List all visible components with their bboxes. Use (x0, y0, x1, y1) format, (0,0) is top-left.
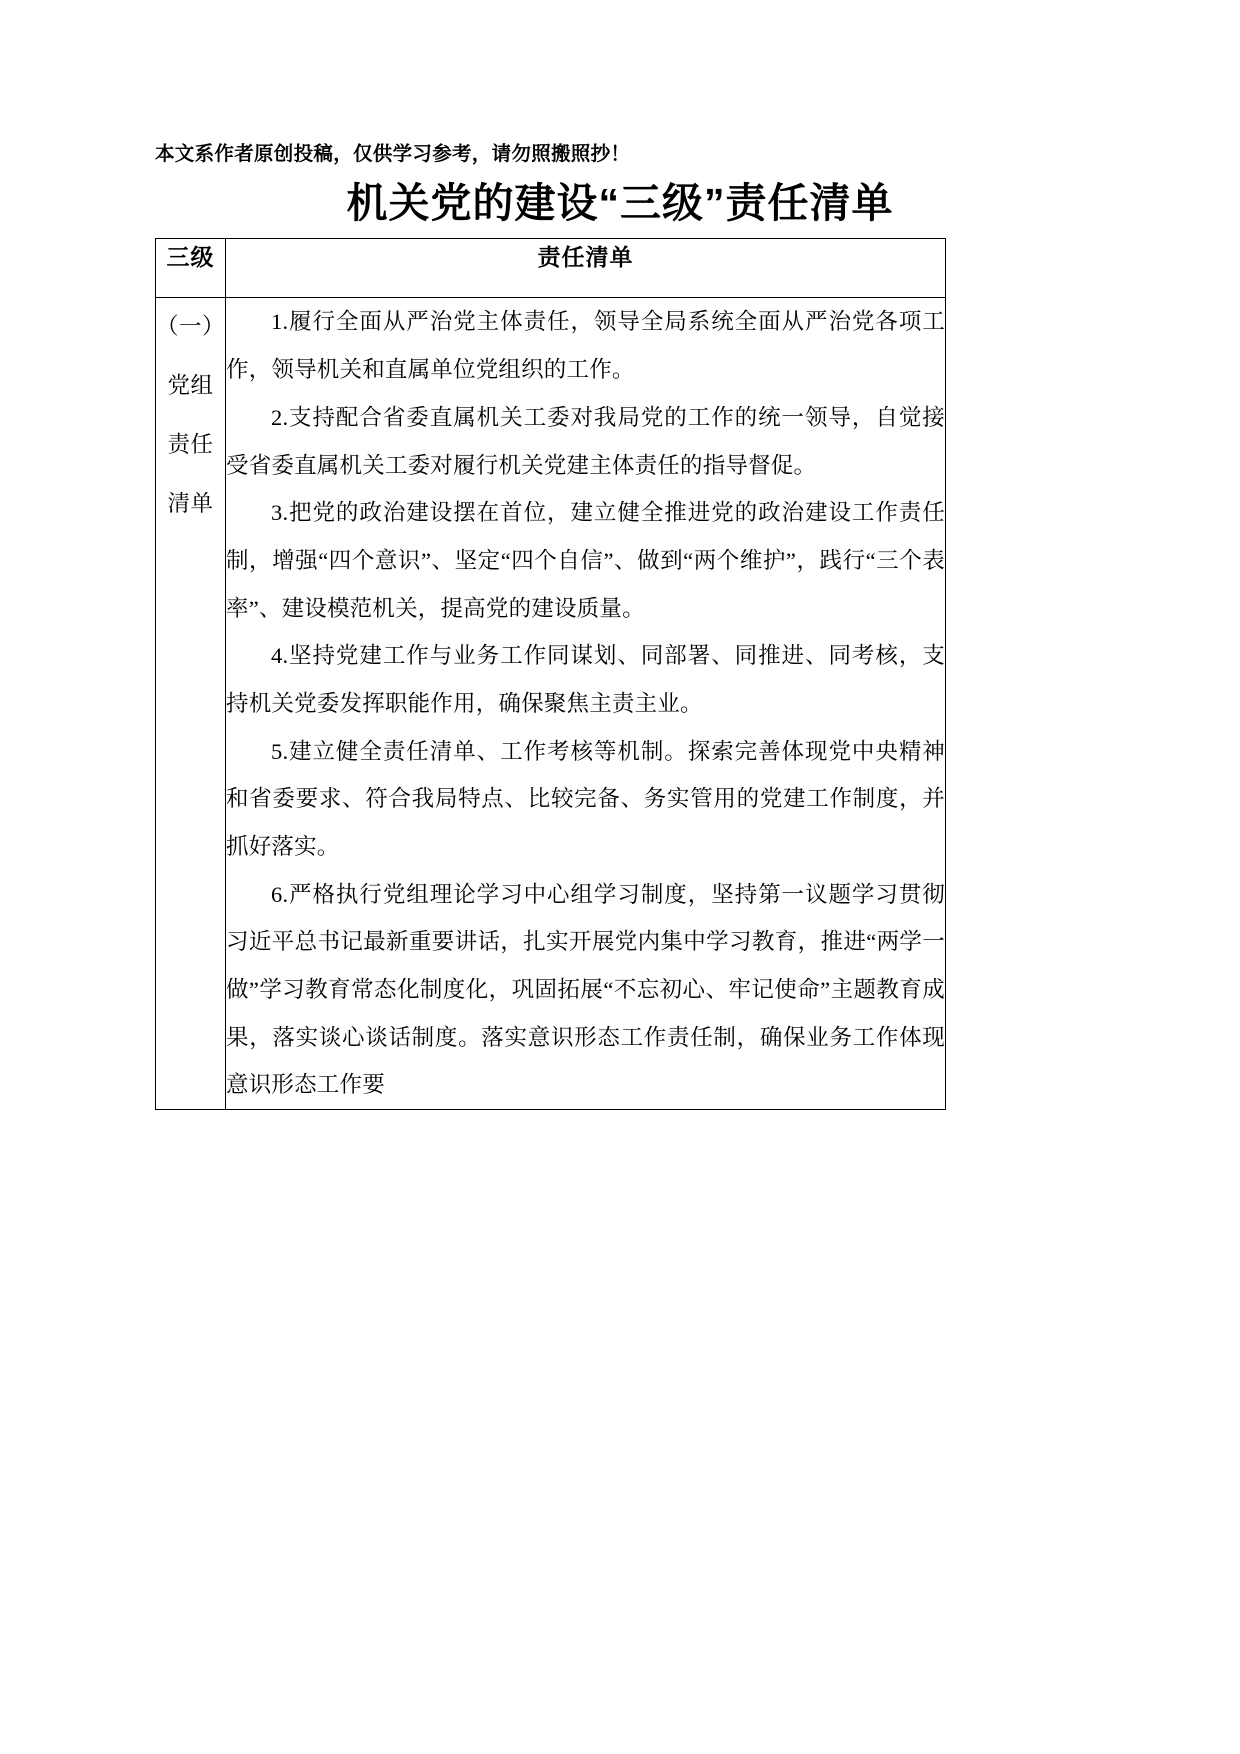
responsibility-item-5: 5.建立健全责任清单、工作考核等机制。探索完善体现党中央精神和省委要求、符合我局特点、比较完备、务实管用的党建工作制度，并抓好落实。 (226, 738, 945, 859)
table-row (156, 298, 946, 1110)
category-label-line-1: （一） (156, 314, 226, 340)
page-title: 机关党的建设“三级”责任清单 (346, 180, 894, 227)
column-header-level: 三级 (156, 239, 226, 298)
category-label-line-3: 责任 (167, 432, 214, 458)
responsibility-item-6: 6.严格执行党组理论学习中心组学习制度，坚持第一议题学习贯彻习近平总书记最新重要讲话，扎实开展党内集中学习教育，推进“两学一做”学习教育常态化制度化，巩固拓展“不忘初心、牢记使命”主题教育成果，落实谈心谈话制度。落实意识形态工作责任制，确保业务工作体现意识形态工作要 (226, 881, 945, 1098)
copyright-notice: 本文系作者原创投稿，仅供学习参考，请勿照搬照抄！ (155, 143, 631, 165)
responsibility-items-cell (226, 298, 946, 1110)
category-label-line-4: 清单 (167, 491, 214, 517)
category-label-line-2: 党组 (167, 373, 214, 399)
table-header-row (156, 239, 946, 298)
responsibility-item-4: 4.坚持党建工作与业务工作同谋划、同部署、同推进、同考核，支持机关党委发挥职能作用，确保聚焦主责主业。 (226, 643, 945, 716)
category-cell (156, 298, 226, 1110)
table-body (156, 298, 946, 1110)
responsibility-item-2: 2.支持配合省委直属机关工委对我局党的工作的统一领导，自觉接受省委直属机关工委对履行机关党建主体责任的指导督促。 (226, 404, 945, 478)
category-label-stack (156, 298, 225, 534)
column-header-responsibility-list: 责任清单 (226, 239, 946, 298)
table-header (156, 239, 946, 298)
responsibility-item-1: 1.履行全面从严治党主体责任，领导全局系统全面从严治党各项工作，领导机关和直属单位党组织的工作。 (226, 309, 945, 383)
responsibility-table (155, 238, 946, 1110)
responsibility-item-3: 3.把党的政治建设摆在首位，建立健全推进党的政治建设工作责任制，增强“四个意识”、坚定“四个自信”、做到“两个维护”，践行“三个表率”、建设模范机关，提高党的建设质量。 (226, 500, 945, 621)
